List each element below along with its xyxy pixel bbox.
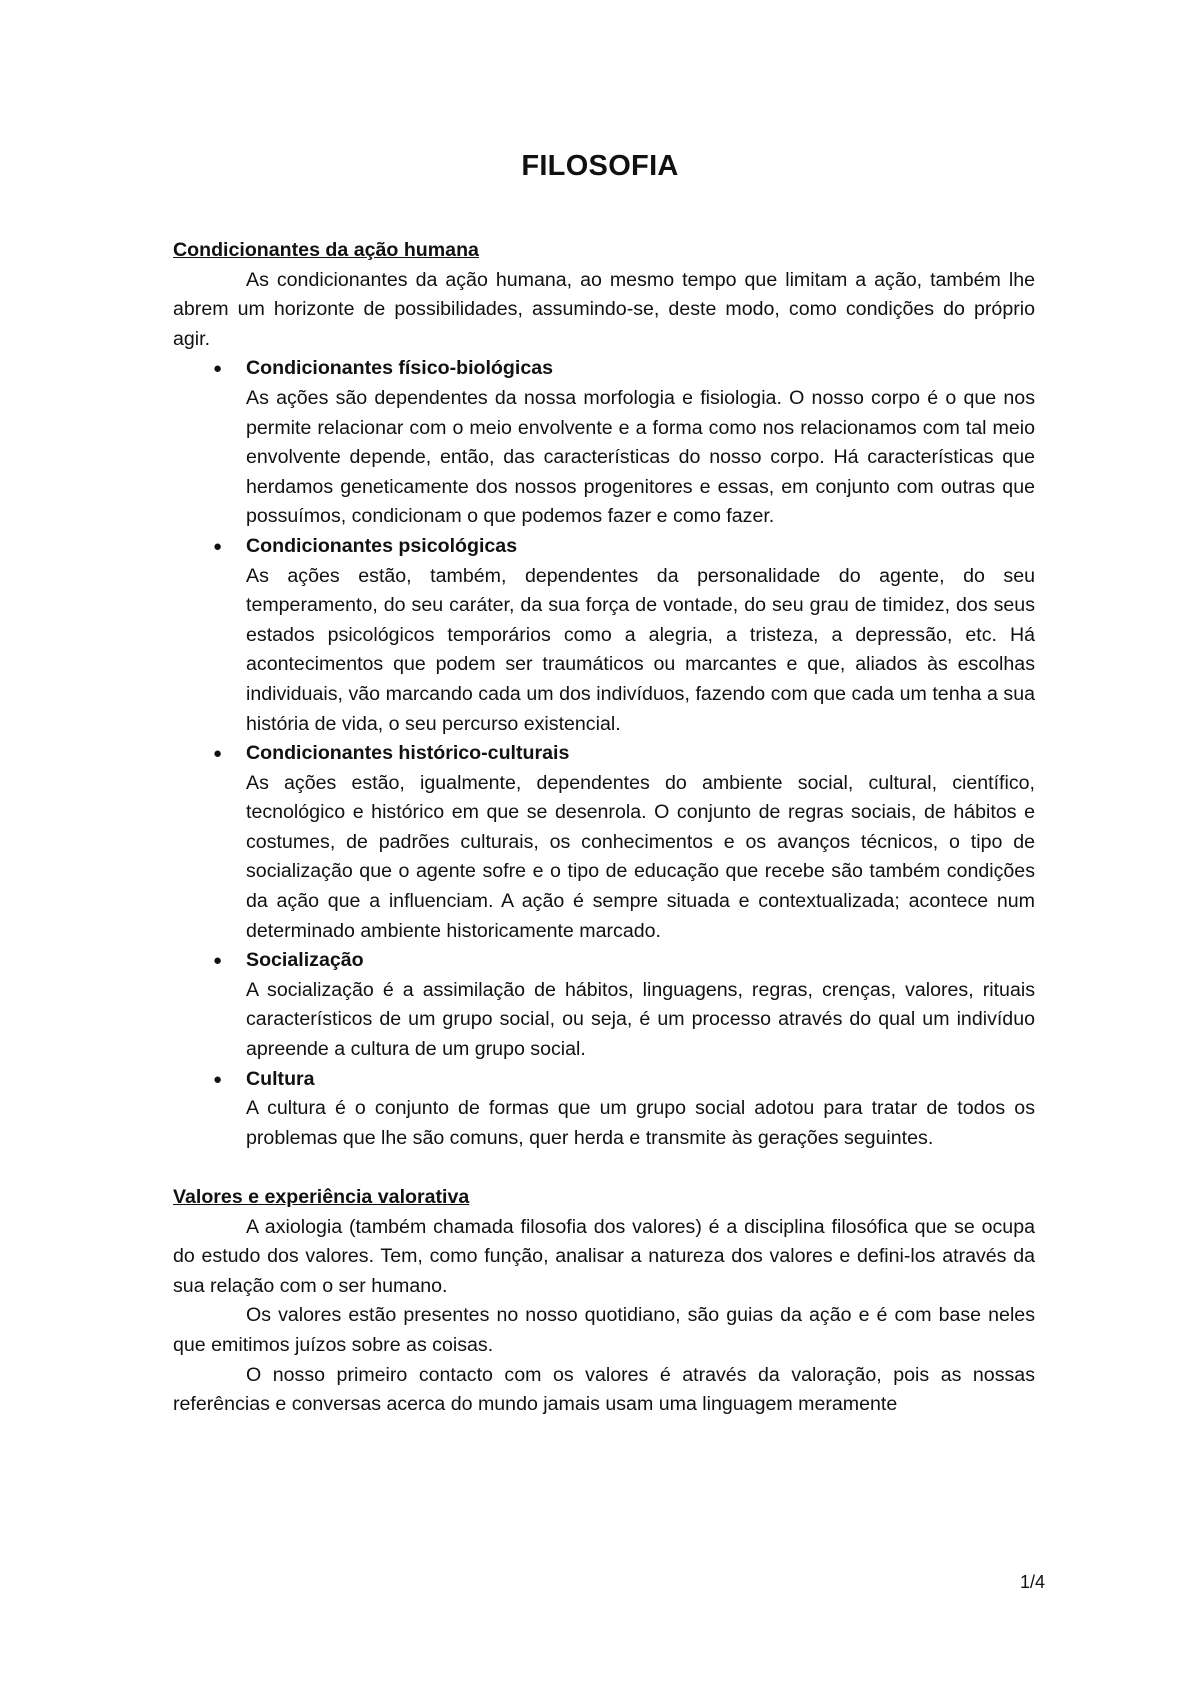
list-item-text: A cultura é o conjunto de formas que um grupo social adotou para tratar de todos os problemas que lhe são comuns, quer herda e transmite às gerações seguintes. (246, 1097, 1035, 1149)
bullet-icon: ● (213, 360, 223, 378)
list-item-title: Condicionantes histórico-culturais (246, 742, 570, 765)
valores-paragraph: A axiologia (também chamada filosofia dos valores) é a disciplina filosófica que se ocupa do estudo dos valores. Tem, como função, analisar a natureza dos valores e defini-los através da sua relação com o ser humano. (173, 1215, 1035, 1297)
list-item-text: A socialização é a assimilação de hábitos, linguagens, regras, crenças, valores, rituais característicos de um grupo social, ou seja, é um processo através do qual um indivíduo apreende a cultura de um grupo social. (246, 978, 1035, 1061)
list-item (173, 532, 1035, 739)
list-item-text: As ações estão, também, dependentes da personalidade do agente, do seu temperamento, do seu caráter, da sua força de vontade, do seu grau de timidez, dos seus estados psicológicos temporários como a alegria, a tristeza, a depressão, etc. Há acontecimentos que podem ser traumáticos ou marcantes e que, aliados às escolhas individuais, vão marcando cada um dos indivíduos, fazendo com que cada um tenha a sua história de vida, o seu percurso existencial. (246, 564, 1035, 735)
section-spacer (173, 1153, 1035, 1183)
valores-paragraph: O nosso primeiro contacto com os valores é através da valoração, pois as nossas referências e conversas acerca do mundo jamais usam uma linguagem meramente (173, 1363, 1035, 1416)
bullet-icon: ● (213, 952, 223, 970)
condicionantes-list (173, 354, 1035, 1153)
document-body (173, 236, 1035, 1420)
section-heading-valores: Valores e experiência valorativa (173, 1186, 470, 1208)
list-item-text: As ações são dependentes da nossa morfologia e fisiologia. O nosso corpo é o que nos permite relacionar com o meio envolvente e a forma como nos relacionamos com tal meio envolvente depende, então, das características do nosso corpo. Há características que herdamos geneticamente dos nossos progenitores e essas, em conjunto com outras que possuímos, condicionam o que podemos fazer e como fazer. (246, 386, 1035, 528)
valores-paragraph: Os valores estão presentes no nosso quotidiano, são guias da ação e é com base neles que emitimos juízos sobre as coisas. (173, 1304, 1035, 1356)
list-item (173, 946, 1035, 1064)
list-item-title: Condicionantes psicológicas (246, 534, 518, 557)
section-intro-paragraph: As condicionantes da ação humana, ao mesmo tempo que limitam a ação, também lhe abrem um horizonte de possibilidades, assumindo-se, deste modo, como condições do próprio agir. (173, 268, 1035, 350)
list-item (173, 1065, 1035, 1154)
document-title: FILOSOFIA (521, 150, 679, 182)
list-item-text: As ações estão, igualmente, dependentes do ambiente social, cultural, científico, tecnológico e histórico em que se desenrola. O conjunto de regras sociais, de hábitos e costumes, de padrões culturais, os conhecimentos e os avanços técnicos, o tipo de socialização que o agente sofre e o tipo de educação que recebe são também condições da ação que a influenciam. A ação é sempre situada e contextualizada; acontece num determinado ambiente historicamente marcado. (246, 771, 1035, 942)
bullet-icon: ● (213, 1070, 223, 1088)
page-number: 1/4 (1019, 1572, 1045, 1592)
list-item-title: Socialização (246, 949, 364, 972)
section-heading-condicionantes: Condicionantes da ação humana (173, 239, 479, 261)
list-item (173, 739, 1035, 946)
bullet-icon: ● (213, 745, 223, 763)
list-item-title: Cultura (246, 1067, 315, 1090)
list-item (173, 354, 1035, 532)
list-item-title: Condicionantes físico-biológicas (246, 357, 554, 380)
bullet-icon: ● (213, 537, 223, 555)
